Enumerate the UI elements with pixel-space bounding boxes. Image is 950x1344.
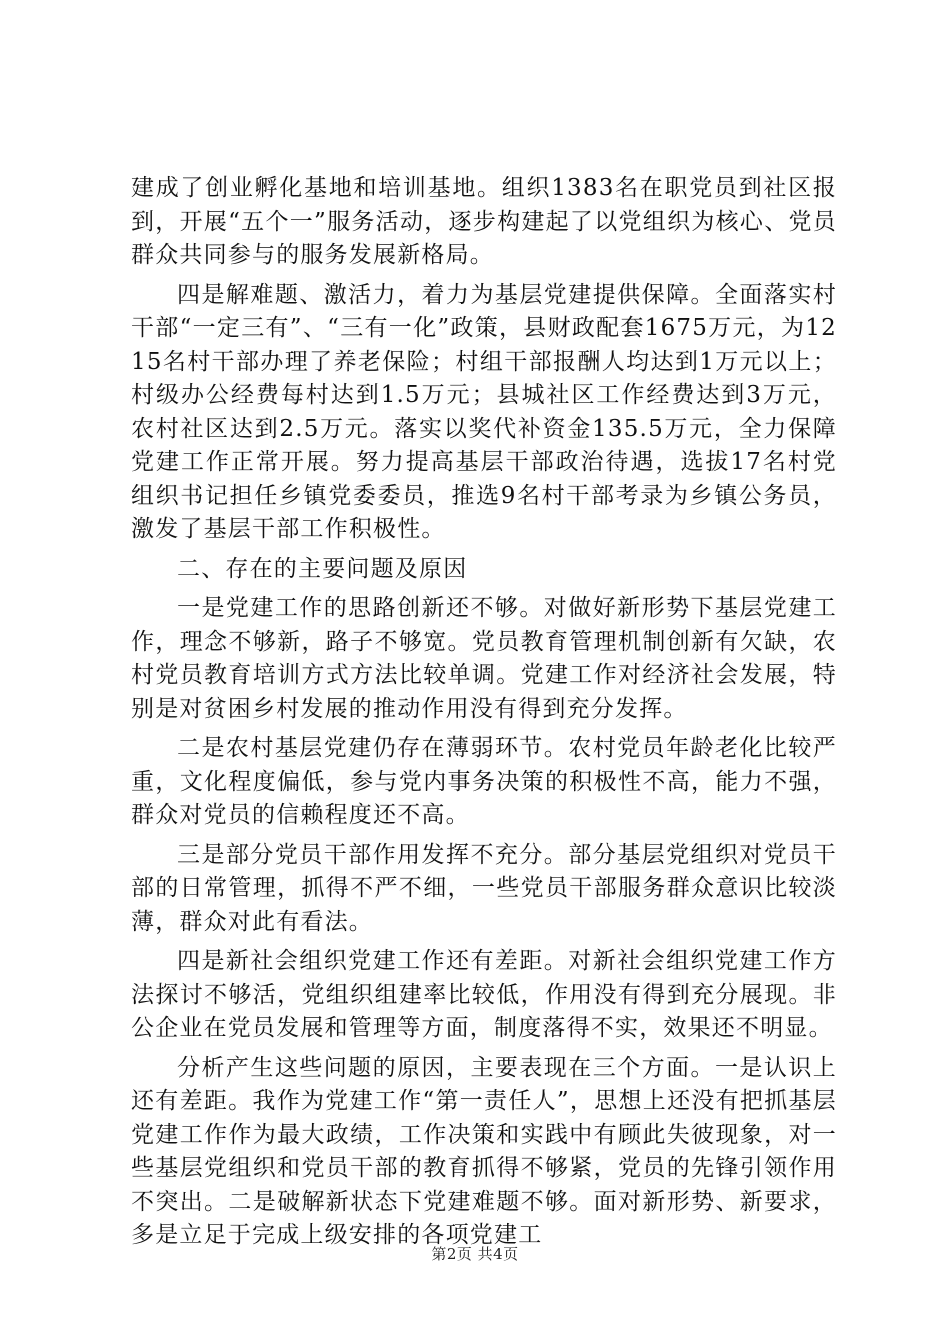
paragraph-6: 三是部分党员干部作用发挥不充分。部分基层党组织对党员干部的日常管理，抓得不严不细，一些党员干部服务群众意识比较淡薄，群众对此有看法。 [131, 841, 837, 935]
paragraph-5: 二是农村基层党建仍存在薄弱环节。农村党员年龄老化比较严重，文化程度偏低，参与党内事务决策的积极性不高，能力不强，群众对党员的信赖程度还不高。 [131, 735, 837, 828]
paragraph-8: 分析产生这些问题的原因，主要表现在三个方面。一是认识上还有差距。我作为党建工作“第一责任人”，思想上还没有把抓基层党建工作作为最大政绩，工作决策和实践中有顾此失彼现象，对一些基层党组织和党员干部的教育抓得不够紧，党员的先锋引领作用不突出。二是破解新状态下党建难题不够。面对新形势、新要求，多是立足于完成上级安排的各项党建工 [131, 1054, 837, 1248]
paragraph-7: 四是新社会组织党建工作还有差距。对新社会组织党建工作方法探讨不够活，党组织组建率比较低，作用没有得到充分展现。非公企业在党员发展和管理等方面，制度落得不实，效果还不明显。 [131, 948, 837, 1041]
section-heading: 二、存在的主要问题及原因 [177, 555, 468, 582]
document-body [131, 172, 837, 1259]
paragraph-4: 一是党建工作的思路创新还不够。对做好新形势下基层党建工作，理念不够新，路子不够宽。党员教育管理机制创新有欠缺，农村党员教育培训方式方法比较单调。党建工作对经济社会发展，特别是对贫困乡村发展的推动作用没有得到充分发挥。 [131, 595, 837, 722]
page-footer [0, 1243, 950, 1264]
paragraph-1: 建成了创业孵化基地和培训基地。组织1383名在职党员到社区报到，开展“五个一”服务活动，逐步构建起了以党组织为核心、党员群众共同参与的服务发展新格局。 [131, 175, 837, 268]
paragraph-2: 四是解难题、激活力，着力为基层党建提供保障。全面落实村干部“一定三有”、“三有一化”政策，县财政配套1675万元，为1215名村干部办理了养老保险；村组干部报酬人均达到1万元以上；村级办公经费每村达到1.5万元；县城社区工作经费达到3万元，农村社区达到2.5万元。落实以奖代补资金135.5万元，全力保障党建工作正常开展。努力提高基层干部政治待遇，选拔17名村党组织书记担任乡镇党委委员，推选9名村干部考录为乡镇公务员，激发了基层干部工作积极性。 [131, 281, 837, 542]
page-number-label: 第2页 共4页 [431, 1245, 519, 1263]
